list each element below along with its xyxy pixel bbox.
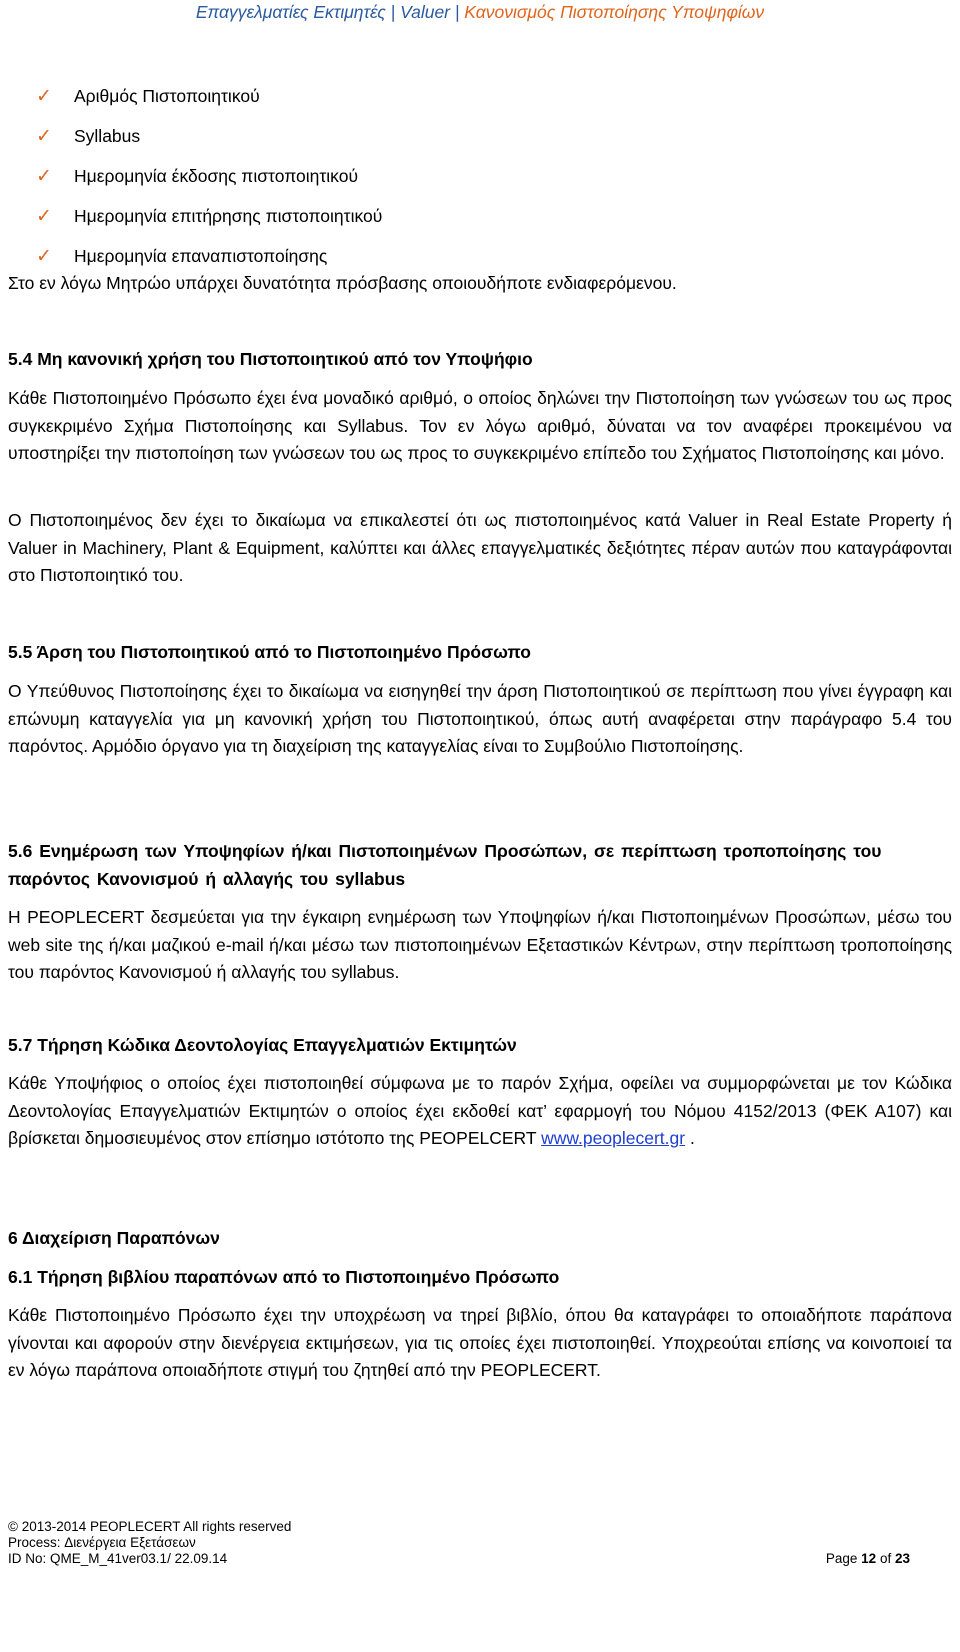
list-item-label: Ημερομηνία επαναπιστοποίησης — [74, 245, 328, 266]
page-number — [826, 1551, 910, 1567]
list-item-label: Syllabus — [74, 125, 141, 146]
header-subtitle: Valuer — [400, 2, 451, 22]
section-5-4-paragraph-1: Κάθε Πιστοποιημένο Πρόσωπο έχει ένα μοναδικό αριθμό, ο οποίος δηλώνει την Πιστοποίηση των γνώσεων του ως προς συγκεκριμένο Σχήμα Πιστοποίησης και Syllabus. Τον εν λόγω αριθμό, δύναται να τον αναφέρει προκειμένου να υποστηρίξει την πιστοποίηση των γνώσεων του ως προς το συγκεκριμένο επίπεδο του Σχήματος Πιστοποίησης και μόνο. — [8, 388, 952, 463]
checkmark-icon: ✓ — [36, 205, 52, 227]
list-item — [36, 156, 382, 196]
page-header — [0, 2, 960, 23]
page-of-label: of — [876, 1551, 895, 1566]
section-6-heading: 6 Διαχείριση Παραπόνων — [8, 1228, 220, 1248]
page-footer — [8, 1519, 952, 1567]
page-current: 12 — [861, 1551, 877, 1566]
page-total: 23 — [894, 1551, 910, 1566]
section-5-4-heading: 5.4 Μη κανονική χρήση του Πιστοποιητικού από τον Υποψήφιο — [8, 349, 533, 369]
section-5-7-paragraph — [8, 1070, 952, 1153]
section-6-1-paragraph: Κάθε Πιστοποιημένο Πρόσωπο έχει την υποχρέωση να τηρεί βιβλίο, όπου θα καταγράφει το οποιαδήποτε παράπονα γίνονται και αφορούν στην διενέργεια εκτιμήσεων, για τις οποίες έχει πιστοποιηθεί. Υποχρεούται επίσης να κοινοποιεί τα εν λόγω παράπονα οποιαδήποτε στιγμή του ζητηθεί από την PEOPLECERT. — [8, 1305, 952, 1380]
registry-fields-list — [36, 76, 382, 276]
section-5-7-text: Κάθε Υποψήφιος ο οποίος έχει πιστοποιηθεί σύμφωνα με το παρόν Σχήμα, οφείλει να συμμορφώνεται με τον Κώδικα Δεοντολογίας Επαγγελματιών Εκτιμητών ο οποίος έχει εκδοθεί κατ’ εφαρμογή του Νόμου 4152/2013 (ΦΕΚ Α107) και βρίσκεται δημοσιευμένος στον επίσημο ιστότοπο της PEOPELCERT — [8, 1073, 952, 1148]
page-label: Page — [825, 1551, 862, 1566]
checkmark-icon: ✓ — [36, 165, 52, 187]
registry-access-paragraph: Στο εν λόγω Μητρώο υπάρχει δυνατότητα πρόσβασης οποιουδήποτε ενδιαφερόμενου. — [8, 273, 677, 293]
header-title: Επαγγελματίες Εκτιμητές — [195, 2, 386, 22]
header-separator: | — [450, 2, 465, 22]
list-item-label: Αριθμός Πιστοποιητικού — [74, 85, 260, 106]
checkmark-icon: ✓ — [36, 85, 52, 107]
footer-process: Process: Διενέργεια Εξετάσεων — [8, 1535, 196, 1550]
list-item — [36, 116, 382, 156]
peoplecert-website-link[interactable]: www.peoplecert.gr — [541, 1128, 686, 1148]
section-5-6-paragraph: Η PEOPLECERT δεσμεύεται για την έγκαιρη ενημέρωση των Υποψηφίων ή/και Πιστοποιημένων Προσώπων, μέσω του web site της ή/και μαζικού e-mail ή/και μέσω των πιστοποιημένων Εξεταστικών Κέντρων, στην περίπτωση τροποποίησης του παρόντος Κανονισμού ή αλλαγής του syllabus. — [8, 907, 952, 982]
section-5-6-heading: 5.6 Ενημέρωση των Υποψηφίων ή/και Πιστοποιημένων Προσώπων, σε περίπτωση τροποποίησης του παρόντος Κανονισμού ή αλλαγής του syllabus — [8, 841, 882, 889]
checkmark-icon: ✓ — [36, 245, 52, 267]
header-separator: | — [385, 2, 401, 22]
section-5-4-paragraph-2: Ο Πιστοποιημένος δεν έχει το δικαίωμα να επικαλεστεί ότι ως πιστοποιημένος κατά Valuer in Real Estate Property ή Valuer in Machinery, Plant & Equipment, καλύπτει και άλλες επαγγελματικές δεξιότητες πέραν αυτών που καταγράφονται στο Πιστοποιητικό του. — [8, 510, 952, 585]
header-document-name: Κανονισμός Πιστοποίησης Υποψηφίων — [464, 2, 765, 22]
checkmark-icon: ✓ — [36, 125, 52, 147]
footer-document-id: ID No: QME_M_41ver03.1/ 22.09.14 — [8, 1551, 228, 1566]
section-5-7-heading: 5.7 Τήρηση Κώδικα Δεοντολογίας Επαγγελματιών Εκτιμητών — [8, 1035, 517, 1055]
section-5-7-trailing-text: . — [685, 1128, 695, 1148]
list-item-label: Ημερομηνία επιτήρησης πιστοποιητικού — [74, 205, 383, 226]
list-item — [36, 196, 382, 236]
section-5-5-heading: 5.5 Άρση του Πιστοποιητικού από το Πιστοποιημένο Πρόσωπο — [8, 642, 531, 662]
footer-copyright: © 2013-2014 PEOPLECERT All rights reserved — [8, 1519, 292, 1534]
list-item-label: Ημερομηνία έκδοσης πιστοποιητικού — [74, 165, 359, 186]
section-6-1-heading: 6.1 Τήρηση βιβλίου παραπόνων από το Πιστοποιημένο Πρόσωπο — [8, 1267, 560, 1287]
section-5-5-paragraph: Ο Υπεύθυνος Πιστοποίησης έχει το δικαίωμα να εισηγηθεί την άρση Πιστοποιητικού σε περίπτωση που γίνει έγγραφη και επώνυμη καταγγελία για μη κανονική χρήση του Πιστοποιητικού, όπως αυτή αναφέρεται στην παράγραφο 5.4 του παρόντος. Αρμόδιο όργανο για τη διαχείριση της καταγγελίας είναι το Συμβούλιο Πιστοποίησης. — [8, 681, 952, 756]
list-item — [36, 76, 382, 116]
